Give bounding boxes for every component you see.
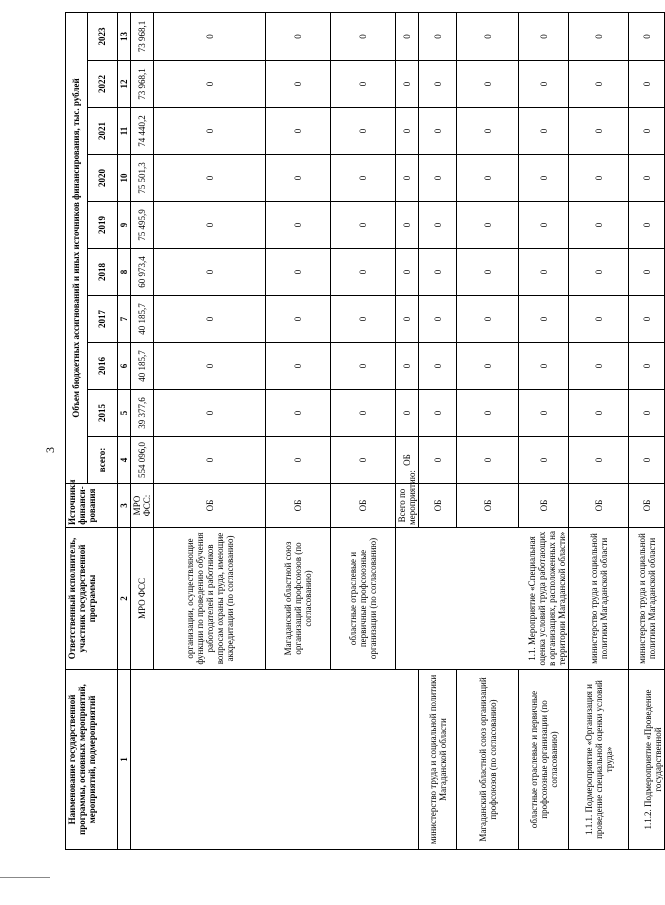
value-cell: 0	[331, 249, 396, 296]
header-total: всего:	[88, 437, 118, 484]
value-cell: 0	[331, 108, 396, 155]
value-cell: 0	[569, 249, 629, 296]
value-cell: 0	[331, 12, 396, 60]
source-cell: ОБ	[629, 484, 665, 528]
mro-value: 74 440,2	[131, 108, 154, 155]
header-executor: Ответственный исполнитель, участник государственной программы	[66, 528, 118, 670]
value-cell: 0	[457, 296, 519, 343]
value-cell: 0	[519, 296, 569, 343]
column-number: 7	[118, 296, 131, 343]
header-name: Наименование государственной программы, основных мероприятий, мероприятий, подмероприятий	[66, 670, 118, 850]
year-header: 2022	[88, 61, 118, 108]
value-cell: 0	[629, 12, 665, 60]
value-cell: 0	[396, 202, 419, 249]
value-cell: 0	[266, 437, 331, 484]
source-cell: ОБ	[569, 484, 629, 528]
value-cell: 0	[629, 155, 665, 202]
value-cell: 0	[629, 437, 665, 484]
value-cell: 0	[419, 61, 457, 108]
year-header: 2016	[88, 343, 118, 390]
value-cell: 0	[154, 343, 266, 390]
mro-value: 73 968,1	[131, 61, 154, 108]
mro-value: 73 968,1	[131, 12, 154, 60]
value-cell: 0	[419, 249, 457, 296]
value-cell: 0	[266, 390, 331, 437]
value-cell: 0	[569, 202, 629, 249]
value-cell: 0	[331, 437, 396, 484]
column-number: 6	[118, 343, 131, 390]
column-number: 10	[118, 155, 131, 202]
value-cell: 0	[419, 108, 457, 155]
source-cell: ОБ	[419, 484, 457, 528]
year-header: 2020	[88, 155, 118, 202]
value-cell: 0	[396, 296, 419, 343]
value-cell: 0	[519, 249, 569, 296]
rotated-page	[65, 13, 664, 850]
year-header: 2018	[88, 249, 118, 296]
value-cell: 0	[569, 390, 629, 437]
column-number: 3	[118, 484, 131, 528]
column-number: 11	[118, 108, 131, 155]
value-cell: 0	[457, 12, 519, 60]
value-cell: 0	[396, 343, 419, 390]
mro-executor: МРО ФСС	[131, 528, 154, 670]
value-cell: 0	[519, 343, 569, 390]
executor-cell: Всего по мероприятию:	[396, 484, 419, 528]
column-number: 2	[118, 528, 131, 670]
source-cell: ОБ	[154, 484, 266, 528]
column-number: 13	[118, 12, 131, 60]
value-cell: 0	[629, 61, 665, 108]
submeasure-name: 1.1.1. Подмероприятие «Организация и проведение специальной оценки условий труда»	[569, 670, 629, 850]
value-cell: 0	[519, 202, 569, 249]
value-cell: 0	[629, 390, 665, 437]
value-cell: 0	[457, 202, 519, 249]
value-cell: 0	[266, 202, 331, 249]
value-cell: 0	[419, 343, 457, 390]
year-header: 2015	[88, 390, 118, 437]
mro-value: 39 377,6	[131, 390, 154, 437]
executor-cell: министерство труда и социальной политики Магаданской области	[569, 528, 629, 670]
value-cell: 0	[154, 61, 266, 108]
value-cell: 0	[154, 437, 266, 484]
value-cell: 0	[154, 12, 266, 60]
column-number: 12	[118, 61, 131, 108]
value-cell: 0	[154, 202, 266, 249]
value-cell: 0	[331, 343, 396, 390]
value-cell: 0	[396, 108, 419, 155]
value-cell: 0	[457, 61, 519, 108]
submeasure-name: 1.1.2. Подмероприятие «Проведение государственной	[629, 670, 665, 850]
value-cell: 0	[396, 12, 419, 60]
value-cell: 0	[569, 155, 629, 202]
value-cell: 0	[457, 343, 519, 390]
executor-cell: организации, осуществляющие функции по проведению обучения работодателей и работников вопросам охраны труда, имеющие аккредитации (по согласованию)	[154, 528, 266, 670]
mro-value: 75 501,3	[131, 155, 154, 202]
value-cell: 0	[519, 155, 569, 202]
year-header: 2017	[88, 296, 118, 343]
header-volume: Объем бюджетных ассигнований и иных источников финансирования, тыс. рублей	[66, 12, 88, 483]
column-number: 4	[118, 437, 131, 484]
value-cell: 0	[266, 12, 331, 60]
value-cell: 0	[569, 61, 629, 108]
value-cell: 0	[419, 12, 457, 60]
executor-cell: министерство труда и социальной политики Магаданской области	[629, 528, 665, 670]
value-cell: 0	[457, 249, 519, 296]
value-cell: 0	[457, 155, 519, 202]
executor-cell: областные отраслевые и первичные профсоюзные организации (по согласованию)	[519, 670, 569, 850]
value-cell: 0	[396, 61, 419, 108]
value-cell: 0	[519, 437, 569, 484]
value-cell: 0	[154, 296, 266, 343]
value-cell: 0	[519, 12, 569, 60]
mro-value: 60 973,4	[131, 249, 154, 296]
value-cell: 0	[396, 390, 419, 437]
value-cell: 0	[266, 61, 331, 108]
value-cell: 0	[396, 249, 419, 296]
value-cell: 0	[457, 108, 519, 155]
source-cell: ОБ	[396, 437, 419, 484]
mro-value: 75 495,9	[131, 202, 154, 249]
value-cell: 0	[419, 202, 457, 249]
year-header: 2023	[88, 12, 118, 60]
column-number: 1	[118, 670, 131, 850]
value-cell: 0	[266, 108, 331, 155]
executor-cell: Магаданский областной союз организаций профсоюзов (по согласованию)	[266, 528, 331, 670]
value-cell: 0	[331, 390, 396, 437]
value-cell: 0	[154, 108, 266, 155]
column-number: 5	[118, 390, 131, 437]
executor-cell: областные отраслевые и первичные профсоюзные организации (по согласованию)	[331, 528, 396, 670]
header-source: Источники финанси-рования	[66, 484, 118, 528]
executor-cell: министерство труда и социальной политики Магаданской области	[419, 670, 457, 850]
value-cell: 0	[266, 296, 331, 343]
value-cell: 0	[519, 108, 569, 155]
value-cell: 0	[569, 296, 629, 343]
value-cell: 0	[419, 296, 457, 343]
year-header: 2021	[88, 108, 118, 155]
value-cell: 0	[629, 249, 665, 296]
value-cell: 0	[396, 155, 419, 202]
source-cell: ОБ	[457, 484, 519, 528]
value-cell: 0	[266, 249, 331, 296]
value-cell: 0	[331, 202, 396, 249]
value-cell: 0	[629, 108, 665, 155]
column-number: 9	[118, 202, 131, 249]
footer-divider	[0, 877, 50, 878]
value-cell: 0	[519, 61, 569, 108]
source-cell: ОБ	[519, 484, 569, 528]
value-cell: 0	[569, 343, 629, 390]
value-cell: 0	[569, 12, 629, 60]
value-cell: 0	[154, 390, 266, 437]
value-cell: 0	[154, 155, 266, 202]
value-cell: 0	[331, 61, 396, 108]
value-cell: 0	[629, 296, 665, 343]
value-cell: 0	[154, 249, 266, 296]
mro-value: 40 185,7	[131, 343, 154, 390]
value-cell: 0	[629, 343, 665, 390]
value-cell: 0	[331, 296, 396, 343]
page-number: 3	[43, 447, 57, 453]
source-cell: ОБ	[331, 484, 396, 528]
value-cell: 0	[457, 390, 519, 437]
value-cell: 0	[569, 437, 629, 484]
value-cell: 0	[331, 155, 396, 202]
column-number: 8	[118, 249, 131, 296]
executor-cell: Магаданский областной союз организаций профсоюзов (по согласованию)	[457, 670, 519, 850]
value-cell: 0	[629, 202, 665, 249]
name-cell-empty	[131, 670, 419, 850]
value-cell: 0	[266, 343, 331, 390]
budget-table	[65, 12, 665, 850]
mro-value: 40 185,7	[131, 296, 154, 343]
year-header: 2019	[88, 202, 118, 249]
value-cell: 0	[266, 155, 331, 202]
value-cell: 0	[419, 390, 457, 437]
value-cell: 0	[419, 155, 457, 202]
mro-source: МРО ФСС:	[131, 484, 154, 528]
value-cell: 0	[519, 390, 569, 437]
source-cell: ОБ	[266, 484, 331, 528]
value-cell: 0	[419, 437, 457, 484]
measure-name: 1.1. Мероприятие «Специальная оценка условий труда работающих в организациях, расположенных на территории Магаданской области»	[396, 528, 569, 670]
mro-value: 554 096,0	[131, 437, 154, 484]
value-cell: 0	[457, 437, 519, 484]
value-cell: 0	[569, 108, 629, 155]
